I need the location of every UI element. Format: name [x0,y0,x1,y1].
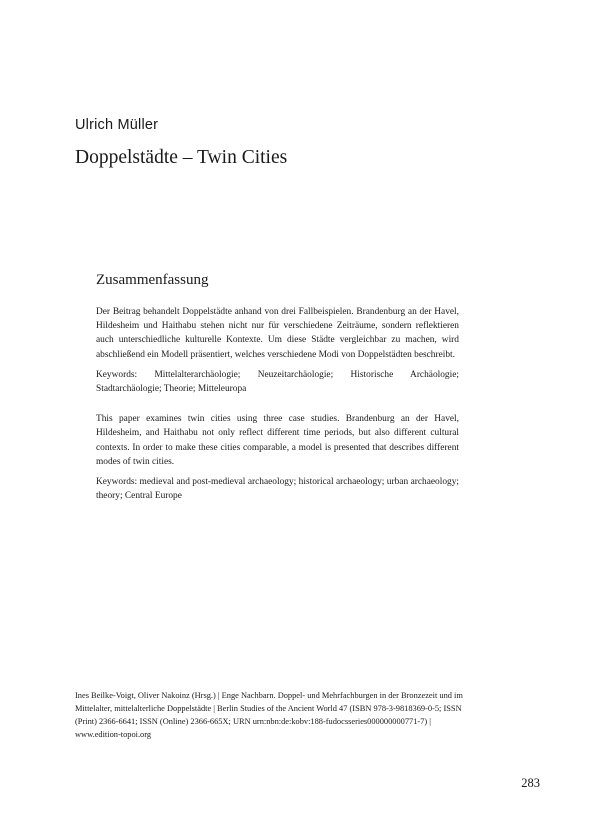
chapter-title: Doppelstädte – Twin Cities [75,147,288,168]
abstract-english-text: This paper examines twin cities using three case studies. Brandenburg an der Havel, Hildesheim, and Haithabu not only reflect different time periods, but also different cultural contexts. In order to make these cities comparable, a model is presented that describes different modes of twin cities. [96,414,459,467]
page-number: 283 [521,776,540,790]
abstract-heading: Zusammenfassung [96,272,209,288]
abstract-section [96,272,459,509]
keywords-german: Keywords: Mittelalterarchäologie; Neuzeitarchäologie; Historische Archäologie; Stadtarchäologie; Theorie; Mitteleuropa [96,369,459,395]
abstract-german-text: Der Beitrag behandelt Doppelstädte anhand von drei Fallbeispielen. Brandenburg an der Havel, Hildesheim und Haithabu stehen nicht nur für verschiedene Zeiträume, sondern reflektieren auch unterschiedliche kulturelle Kontexte. Um diese Städte vergleichbar zu machen, wird abschließend ein Modell präsentiert, welches verschiedene Modi von Doppelstädten beschreibt. [96,307,459,360]
keywords-english: Keywords: medieval and post-medieval archaeology; historical archaeology; urban archaeology; theory; Central Europe [96,477,459,502]
imprint-footer: Ines Beilke-Voigt, Oliver Nakoinz (Hrsg.) | Enge Nachbarn. Doppel- und Mehrfachburgen in der Bronzezeit und im Mittelalter, mittelalterliche Doppelstädte | Berlin Studies of the Ancient World 47 (ISBN 978-3-9818369-0-5; ISSN (Print) 2366-6641; ISSN (Online) 2366-665X; URN urn:nbn:de:kobv:188-fudocsseries000000000771-7) | www.edition-topoi.org [75,691,463,739]
author-name: Ulrich Müller [75,117,159,133]
